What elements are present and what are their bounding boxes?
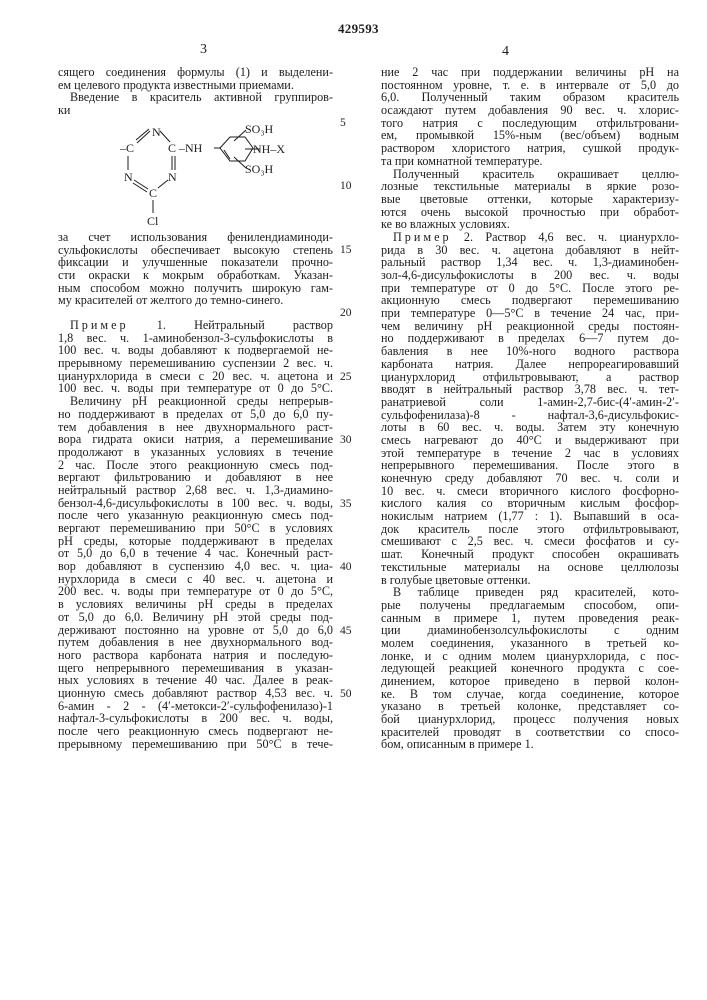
text-line: при температуре от 0 до 5°С. После этого ре- [381, 282, 679, 295]
text-line: pH среды, которые поддерживают в пределах [58, 535, 333, 548]
text-line: бом, описанным в примере 1. [381, 738, 679, 751]
formula-n-right: N [168, 170, 177, 184]
text-line: ральный раствор 1,34 вес. ч. 1,3-диаминобен- [381, 256, 679, 269]
text-line: осаждают путем добавления 90 вес. ч. хлорис- [381, 104, 679, 117]
page-number-left: 3 [200, 42, 207, 58]
text-line: того натрия с последующим отфильтровани- [381, 117, 679, 130]
text-line: Полученный краситель окрашивает целлю- [381, 168, 679, 181]
text-line: ем, промывкой 15%-ным (вес/объем) водным [381, 129, 679, 142]
text-line: за счет использования фенилендиаминоди- [58, 231, 333, 244]
text-line: прерывному перемешиванию суспензии 2 вес. ч. [58, 357, 333, 370]
text-line: путем добавления в нее двухнормального вод- [58, 636, 333, 649]
text-line: цианурхлорид отфильтровывают, а раствор [381, 371, 679, 384]
text-line: текстильные материалы на основе целлюлозы [381, 561, 679, 574]
text-line: ке во влажных условиях. [381, 218, 679, 231]
text-line: лоты в 60 вес. ч. воды. Затем эту конечную [381, 421, 679, 434]
text-line: постоянном уровне, т. е. в интервале от 5,0 до [381, 79, 679, 92]
text-line: тем добавления в нее двухнормального раст- [58, 421, 333, 434]
left-column-paragraph [58, 231, 333, 307]
text-line: но поддерживают в пределах 6—7 путем до- [381, 332, 679, 345]
line-number: 45 [340, 625, 352, 638]
text-line: нокислым натрием (1,77 : 1). Выпавший в оса- [381, 510, 679, 523]
text-line: док краситель после этого отфильтровывают, [381, 523, 679, 536]
text-line: конечную среду добавляют 70 вес. ч. соли и [381, 472, 679, 485]
formula-n-left: N [124, 170, 133, 184]
line-number: 5 [340, 117, 346, 130]
text-line: сульфофенилаза)-8 - нафтал-3,6-дисульфокис- [381, 409, 679, 422]
text-line: динением, которое приведено в первой колон- [381, 675, 679, 688]
text-line: кислого калия со вторичным кислым фосфор- [381, 497, 679, 510]
text-line: лозные текстильные материалы в яркие розо- [381, 180, 679, 193]
text-line: карбоната натрия. Далее непрореагировавший [381, 358, 679, 371]
text-line: нафтал-3-сульфокислоты в 200 вес. ч. воды, [58, 712, 333, 725]
text-line: смешивают с 2,5 вес. ч. смеси фосфатов и су- [381, 535, 679, 548]
text-line: Величину pH реакционной среды непрерыв- [58, 395, 333, 408]
patent-number: 429593 [338, 21, 379, 37]
text-line: 2 час. После этого реакционную смесь под- [58, 459, 333, 472]
formula-cl: Cl [147, 214, 159, 228]
page-number-right: 4 [502, 44, 509, 60]
text-line: указано в третьей колонке, представляет со- [381, 700, 679, 713]
text-line: акционную смесь подвергают перемешиванию [381, 294, 679, 307]
right-column [381, 66, 679, 751]
line-number: 40 [340, 561, 352, 574]
text-line: непрерывного перемешивания. После этого в [381, 459, 679, 472]
text-line: ются очень высокой прочностью при обработ- [381, 206, 679, 219]
text-line: от 5,0 до 6,0 в течение 4 час. Конечный раст- [58, 547, 333, 560]
line-number: 35 [340, 498, 352, 511]
text-line: после чего реакционную смесь подвергают не- [58, 725, 333, 738]
text-line: рида в 30 вес. ч. ацетона добавляют в нейт- [381, 244, 679, 257]
text-line: раствором хлористого натрия, сушкой продук- [381, 142, 679, 155]
text-line: ного раствора карбоната натрия и последую- [58, 649, 333, 662]
formula-n-top: N [152, 125, 161, 139]
example-heading: Пример [70, 318, 129, 332]
text-line: после чего указанную реакционную смесь под- [58, 509, 333, 522]
chemical-formula [120, 125, 280, 230]
example-heading: Пример [393, 230, 452, 244]
text-line: сящего соединения формулы (1) и выделени- [58, 66, 333, 79]
text-line: 6-амин - 2 - (4′-метокси-2′-сульфофенилазо)-1 [58, 700, 333, 713]
text-line: лонке, и с одним молем цианурхлорида, с пос- [381, 650, 679, 663]
text-line: цианурхлорида в смеси с 20 вес. ч. ацетона и [58, 370, 333, 383]
text-line: чем величину pH реакционной среды постоян- [381, 320, 679, 333]
text-line: бой цианурхлорид, процесс получения новых [381, 713, 679, 726]
text-line: красителей проводят в соответствии со спосо- [381, 726, 679, 739]
formula-so3h-top: SO₃H [245, 122, 274, 136]
text-line: нейтральный раствор 2,68 вес. ч. 1,3-диамино- [58, 484, 333, 497]
line-number: 25 [340, 371, 352, 384]
text-line: зол-4,6-дисульфокислоты в 200 вес. ч. воды [381, 269, 679, 282]
line-number: 20 [340, 307, 352, 320]
text-line: вергают фильтрованию и добавляют в нее [58, 471, 333, 484]
text-line: та при комнатной температуре. [381, 155, 679, 168]
text-line: держивают постоянно на уровне от 5,0 до 6,0 [58, 624, 333, 637]
text-line: щего непрерывного перемешивания в указан- [58, 662, 333, 675]
text-line: В таблице приведен ряд красителей, кото- [381, 586, 679, 599]
text-line: ным способом можно получить широкую гам- [58, 282, 333, 295]
text-line: вые цветовые оттенки, которые характеризу- [381, 193, 679, 206]
text-line: санным в примере 1, путем проведения реак- [381, 612, 679, 625]
text-line: молем соединения, указанного в третьей ко- [381, 637, 679, 650]
text-line: в голубые цветовые оттенки. [381, 574, 679, 587]
formula-c-left: –C [119, 141, 134, 155]
formula-c-bottom: C [149, 186, 157, 200]
formula-so3h-bottom: SO₃H [245, 162, 274, 176]
text-line: 100 вес. ч. воды добавляют к подвергаемой не- [58, 344, 333, 357]
text-line: нурхлорида в смеси с 40 вес. ч. ацетона и [58, 573, 333, 586]
text-line: сти окраски к мокрым обработкам. Указан- [58, 269, 333, 282]
text-line: бавления в нее 10%-ного водного раствора [381, 345, 679, 358]
text-line: вергают перемешиванию при 50°С в условиях [58, 522, 333, 535]
text-line: Пример 1. Нейтральный раствор [58, 319, 333, 332]
text-line: фиксации и улучшенные показатели прочно- [58, 256, 333, 269]
text-line: шат. Конечный продукт способен окрашивать [381, 548, 679, 561]
text-line: Пример 2. Раствор 4,6 вес. ч. цианурхло- [381, 231, 679, 244]
text-line: при температуре 0—5°С в течение 24 час, при- [381, 307, 679, 320]
text-line: ки [58, 104, 333, 117]
text-line: 1,8 вес. ч. 1-аминобензол-3-сульфокислоты в [58, 332, 333, 345]
text-line: вор добавляют в суспензию 4,0 вес. ч. циа- [58, 560, 333, 573]
text-line: 100 вес. ч. воды при температуре от 0 до 5°С. [58, 382, 333, 395]
text-line: рые получены предлагаемым способом, опи- [381, 599, 679, 612]
left-column-intro [58, 66, 333, 117]
text-line: ных условиях в течение 40 час. Далее в реак- [58, 674, 333, 687]
text-line: ционную смесь добавляют раствор 4,53 вес. ч. [58, 687, 333, 700]
text-line: от 5,0 до 6,0. Величину pH этой среды под- [58, 611, 333, 624]
text-line: смесь нагревают до 40°С и выдерживают при [381, 434, 679, 447]
text-line: ние 2 час при поддержании величины pH на [381, 66, 679, 79]
text-line: ранатриевой соли 1-амин-2,7-бис-(4′-амин-2′- [381, 396, 679, 409]
text-line: бензол-4,6-дисульфокислоты в 100 вес. ч. воды, [58, 497, 333, 510]
text-line: Введение в краситель активной группиров- [58, 91, 333, 104]
text-line: му красителей от желтого до темно-синего. [58, 294, 333, 307]
left-column-example-1 [58, 319, 333, 750]
text-line: ледующей реакцией конечного продукта с сое- [381, 662, 679, 675]
text-line: но поддерживают в пределах от 5,0 до 6,0 пу- [58, 408, 333, 421]
line-number: 30 [340, 434, 352, 447]
text-line: продолжают в указанных условиях в течение [58, 446, 333, 459]
text-line: прерывному перемешиванию при 50°С в тече- [58, 738, 333, 751]
text-line: 6,0. Полученный таким образом краситель [381, 91, 679, 104]
text-line: вводят в нейтральный раствор 3,78 вес. ч. тет- [381, 383, 679, 396]
text-line: ем целевого продукта известными приемами. [58, 79, 333, 92]
text-line: ции диаминобензолсульфокислоты с одним [381, 624, 679, 637]
text-line: 10 вес. ч. смеси вторичного кислого фосфорно- [381, 485, 679, 498]
line-number: 50 [340, 688, 352, 701]
text-line: этой температуре в течение 2 час в условиях [381, 447, 679, 460]
text-line: вора гидрата окиси натрия, а перемешивание [58, 433, 333, 446]
text-line: сульфокислоты обеспечивает высокую степень [58, 244, 333, 257]
text-line: 200 вес. ч. воды при температуре от 0 до 5°С, [58, 585, 333, 598]
text-line: ке. В том случае, когда соединение, которое [381, 688, 679, 701]
formula-c-right: C –NH [168, 141, 203, 155]
formula-nh-x: NH–X [253, 142, 285, 156]
text-line: в условиях величины pH среды в пределах [58, 598, 333, 611]
line-number: 10 [340, 180, 352, 193]
line-number: 15 [340, 244, 352, 257]
